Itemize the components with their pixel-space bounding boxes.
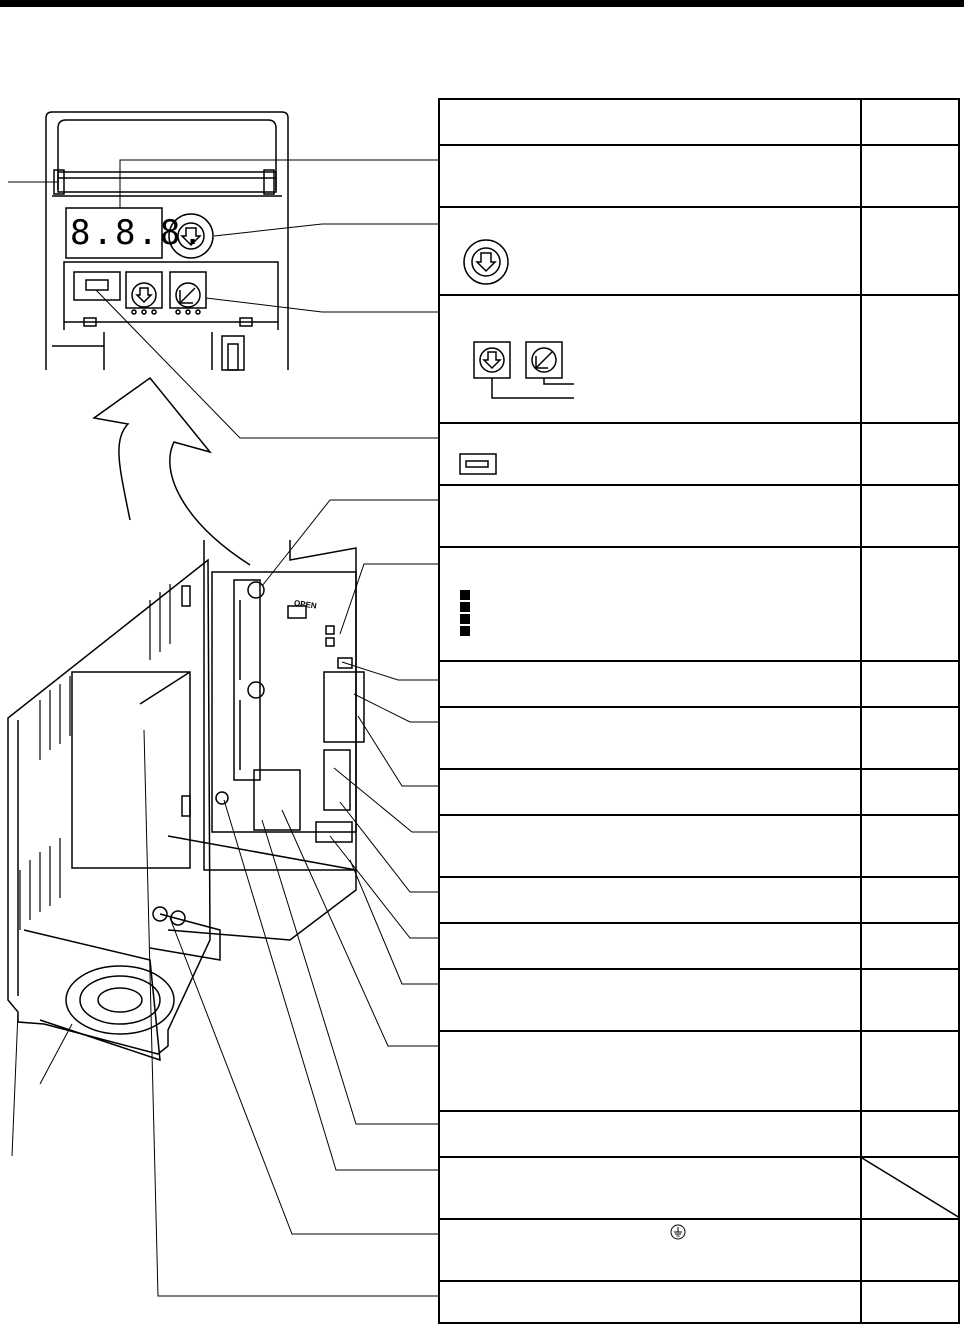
- table-row-cooling-fan: [440, 1112, 958, 1158]
- table-row-rotary-switches: [440, 296, 958, 424]
- led-square: [460, 614, 470, 624]
- parts-table: [438, 98, 960, 1324]
- led-key-icon: [460, 590, 470, 638]
- magnify-arrow: [94, 378, 250, 565]
- table-row-status-leds: [440, 548, 958, 662]
- not-applicable-slash: [862, 1158, 960, 1218]
- protective-earth-icon: [670, 1224, 686, 1240]
- table-row-connector-4: [440, 770, 958, 816]
- led-square: [460, 590, 470, 600]
- table-row-header: [440, 100, 958, 146]
- rotary-switch-pair-icon: [470, 338, 580, 408]
- table-row-connector-5: [440, 816, 958, 878]
- round-switch-icon: [462, 238, 510, 286]
- table-row-terminal-block: [440, 1032, 958, 1112]
- table-row-connector-3: [440, 708, 958, 770]
- slide-switch-icon: [458, 452, 498, 476]
- table-row-connector-7: [440, 924, 958, 970]
- open-label: OPEN: [293, 598, 318, 611]
- table-row-rating-plate: [440, 1282, 958, 1324]
- table-row-connector-8: [440, 970, 958, 1032]
- seven-segment-display: 8.8.8.: [70, 213, 205, 253]
- led-square: [460, 626, 470, 636]
- table-row-slide-switch: [440, 424, 958, 486]
- table-row-earth-terminal: [440, 1220, 958, 1282]
- table-row-connector-1: [440, 486, 958, 548]
- table-row-connector-2: [440, 662, 958, 708]
- led-square: [460, 602, 470, 612]
- table-row-slashed: [440, 1158, 958, 1220]
- table-row-setting-button: [440, 208, 958, 296]
- table-row-connector-6: [440, 878, 958, 924]
- table-row-display: [440, 146, 958, 208]
